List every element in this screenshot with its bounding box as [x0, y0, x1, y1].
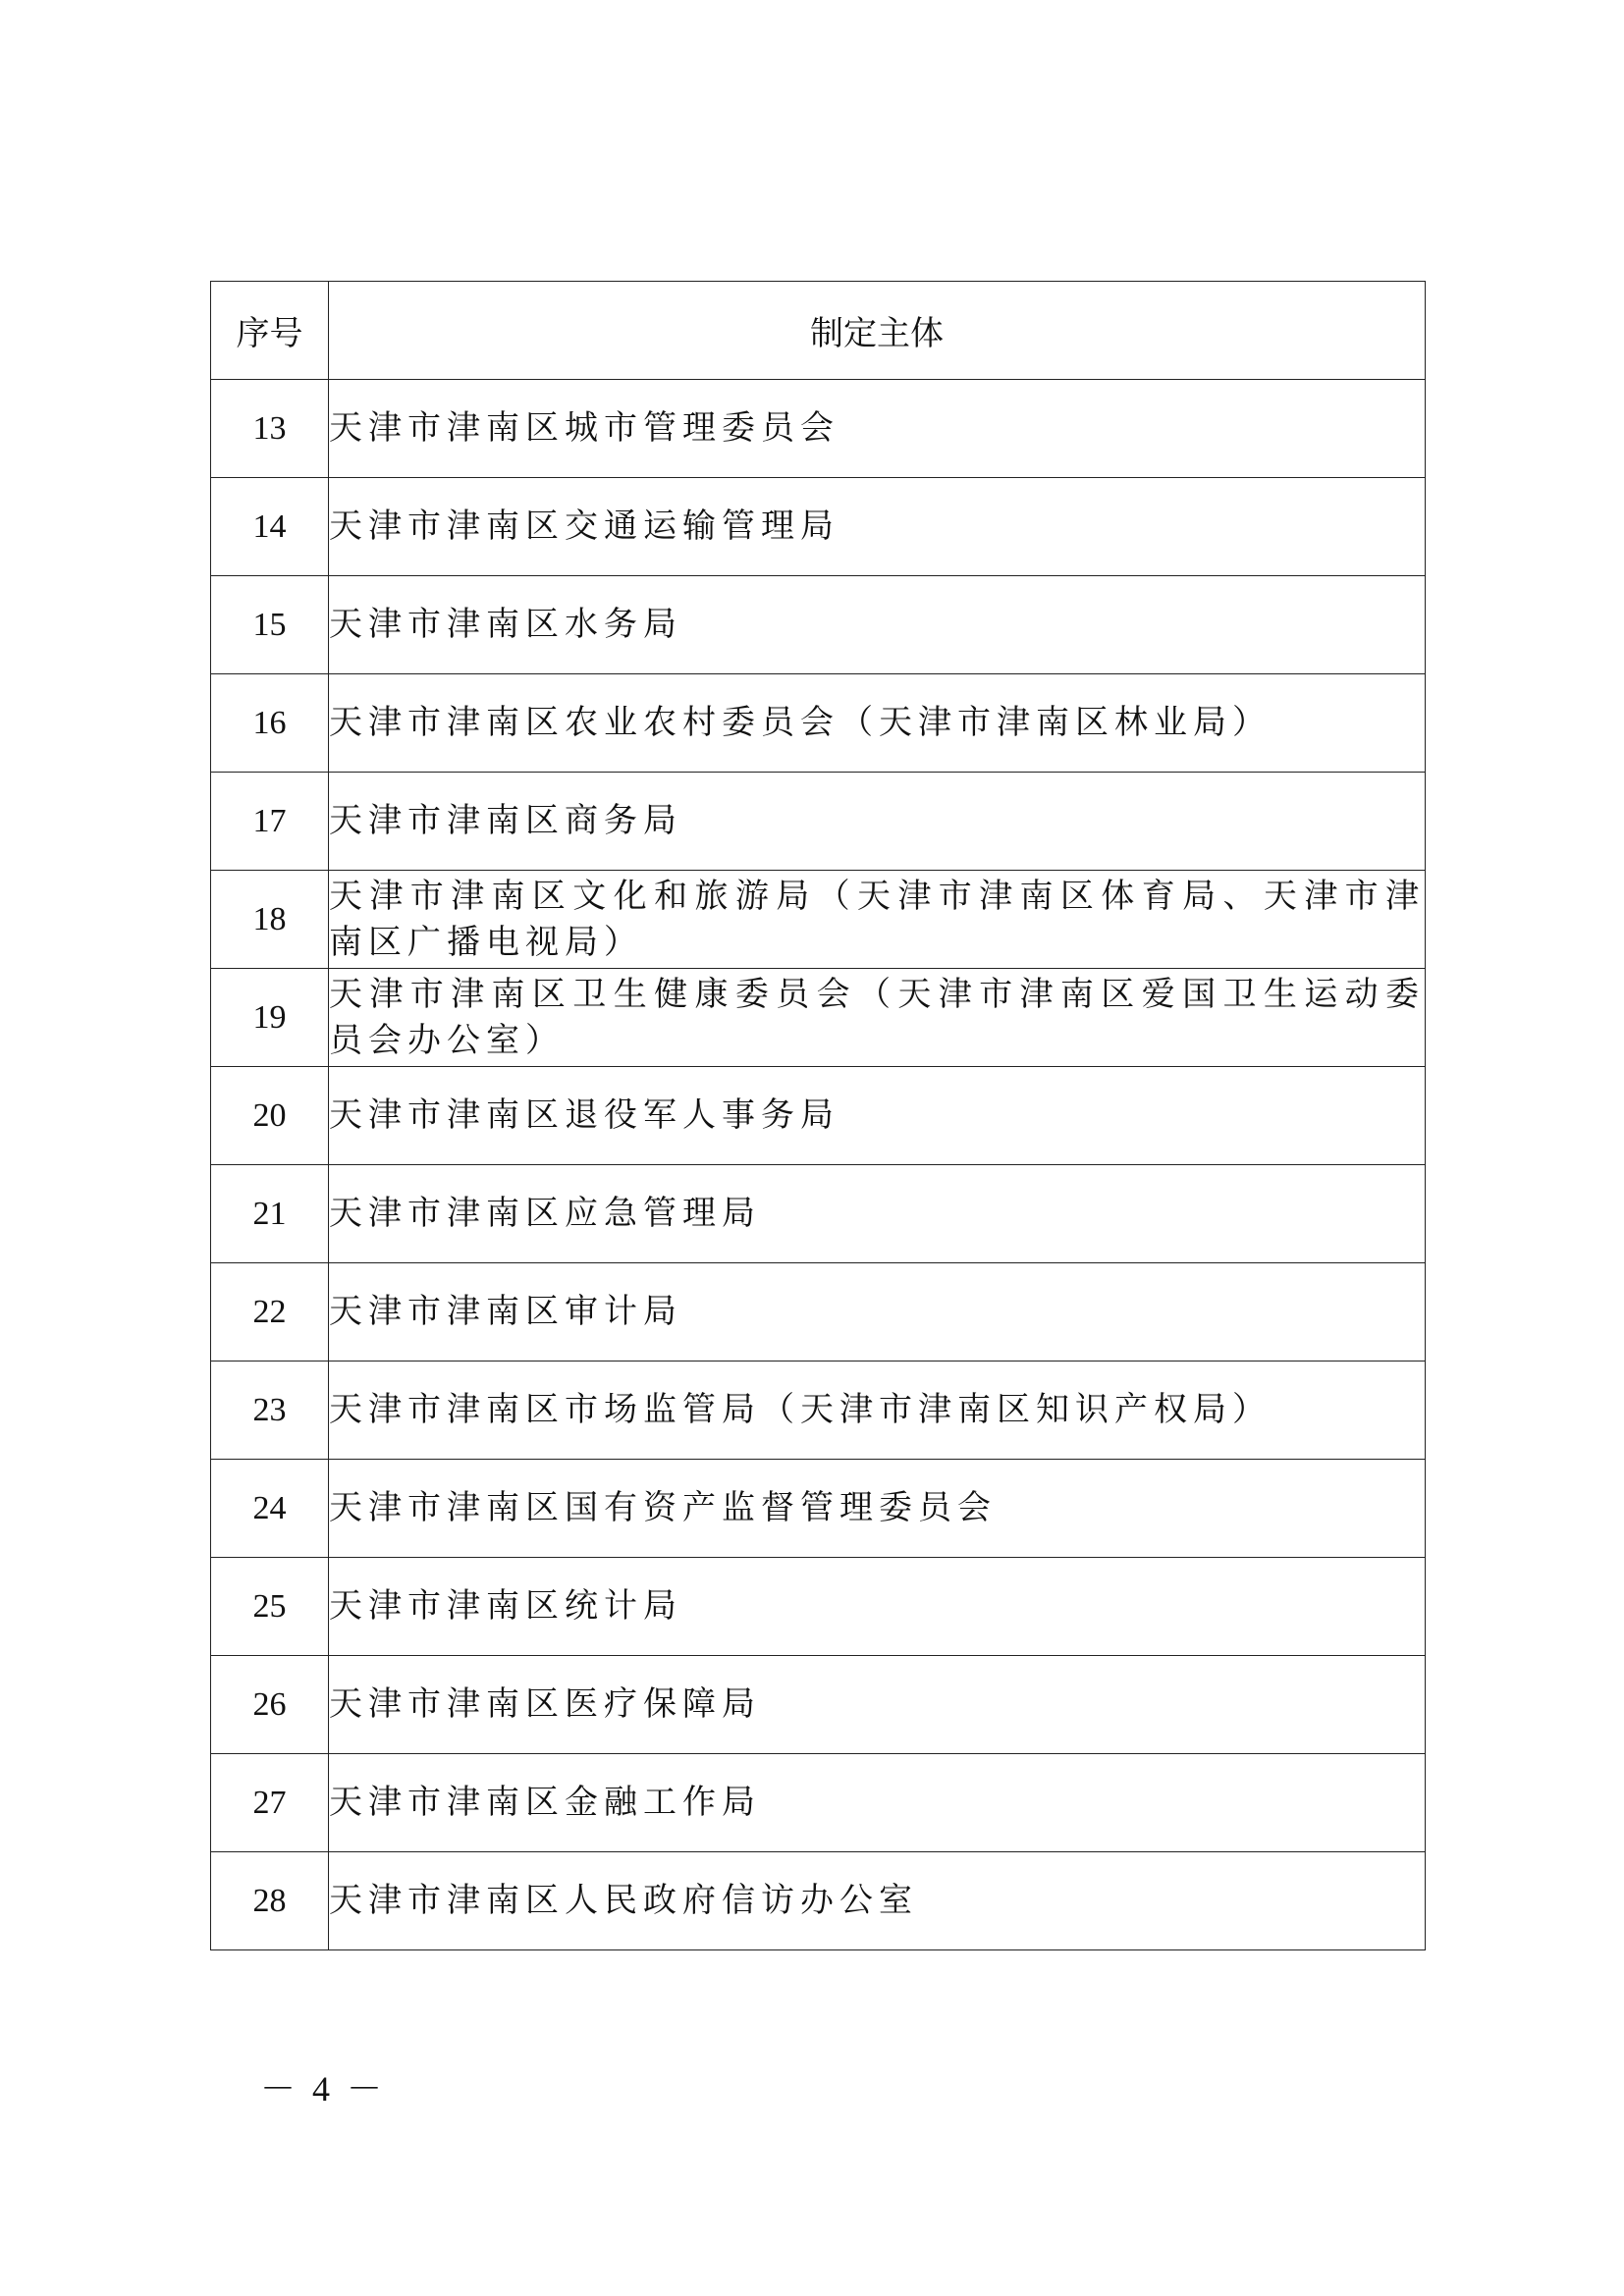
table-row: [211, 576, 1426, 674]
row-name: 天津市津南区农业农村委员会（天津市津南区林业局）: [329, 674, 1426, 773]
header-name: 制定主体: [329, 282, 1426, 380]
row-name: 天津市津南区医疗保障局: [329, 1656, 1426, 1754]
row-name: 天津市津南区市场监管局（天津市津南区知识产权局）: [329, 1362, 1426, 1460]
row-number: 22: [211, 1263, 329, 1362]
table-row: [211, 674, 1426, 773]
row-name: 天津市津南区文化和旅游局（天津市津南区体育局、天津市津南区广播电视局）: [329, 871, 1426, 969]
row-number: 25: [211, 1558, 329, 1656]
row-number: 28: [211, 1852, 329, 1950]
table-row: [211, 1067, 1426, 1165]
table-row: [211, 380, 1426, 478]
table-row: [211, 1362, 1426, 1460]
row-name: 天津市津南区审计局: [329, 1263, 1426, 1362]
row-number: 24: [211, 1460, 329, 1558]
row-number: 26: [211, 1656, 329, 1754]
row-name: 天津市津南区卫生健康委员会（天津市津南区爱国卫生运动委员会办公室）: [329, 969, 1426, 1067]
table-row: [211, 1460, 1426, 1558]
row-number: 14: [211, 478, 329, 576]
row-name: 天津市津南区国有资产监督管理委员会: [329, 1460, 1426, 1558]
row-number: 27: [211, 1754, 329, 1852]
row-number: 15: [211, 576, 329, 674]
row-number: 13: [211, 380, 329, 478]
table-row: [211, 1165, 1426, 1263]
table-row: [211, 1558, 1426, 1656]
page-number: － 4 －: [260, 2069, 387, 2109]
row-name: 天津市津南区金融工作局: [329, 1754, 1426, 1852]
table-row: [211, 1754, 1426, 1852]
row-name: 天津市津南区统计局: [329, 1558, 1426, 1656]
table-row: [211, 1852, 1426, 1950]
table-row: [211, 1263, 1426, 1362]
row-number: 20: [211, 1067, 329, 1165]
row-number: 16: [211, 674, 329, 773]
row-name: 天津市津南区城市管理委员会: [329, 380, 1426, 478]
row-number: 21: [211, 1165, 329, 1263]
row-name: 天津市津南区应急管理局: [329, 1165, 1426, 1263]
row-name: 天津市津南区商务局: [329, 773, 1426, 871]
row-name: 天津市津南区交通运输管理局: [329, 478, 1426, 576]
table-row: [211, 969, 1426, 1067]
row-name: 天津市津南区人民政府信访办公室: [329, 1852, 1426, 1950]
entity-table: [210, 281, 1426, 1950]
row-number: 17: [211, 773, 329, 871]
table-row: [211, 773, 1426, 871]
table-row: [211, 1656, 1426, 1754]
row-name: 天津市津南区水务局: [329, 576, 1426, 674]
header-number: 序号: [211, 282, 329, 380]
row-number: 23: [211, 1362, 329, 1460]
table-header-row: [211, 282, 1426, 380]
row-name: 天津市津南区退役军人事务局: [329, 1067, 1426, 1165]
table-row: [211, 478, 1426, 576]
row-number: 19: [211, 969, 329, 1067]
row-number: 18: [211, 871, 329, 969]
table-row: [211, 871, 1426, 969]
